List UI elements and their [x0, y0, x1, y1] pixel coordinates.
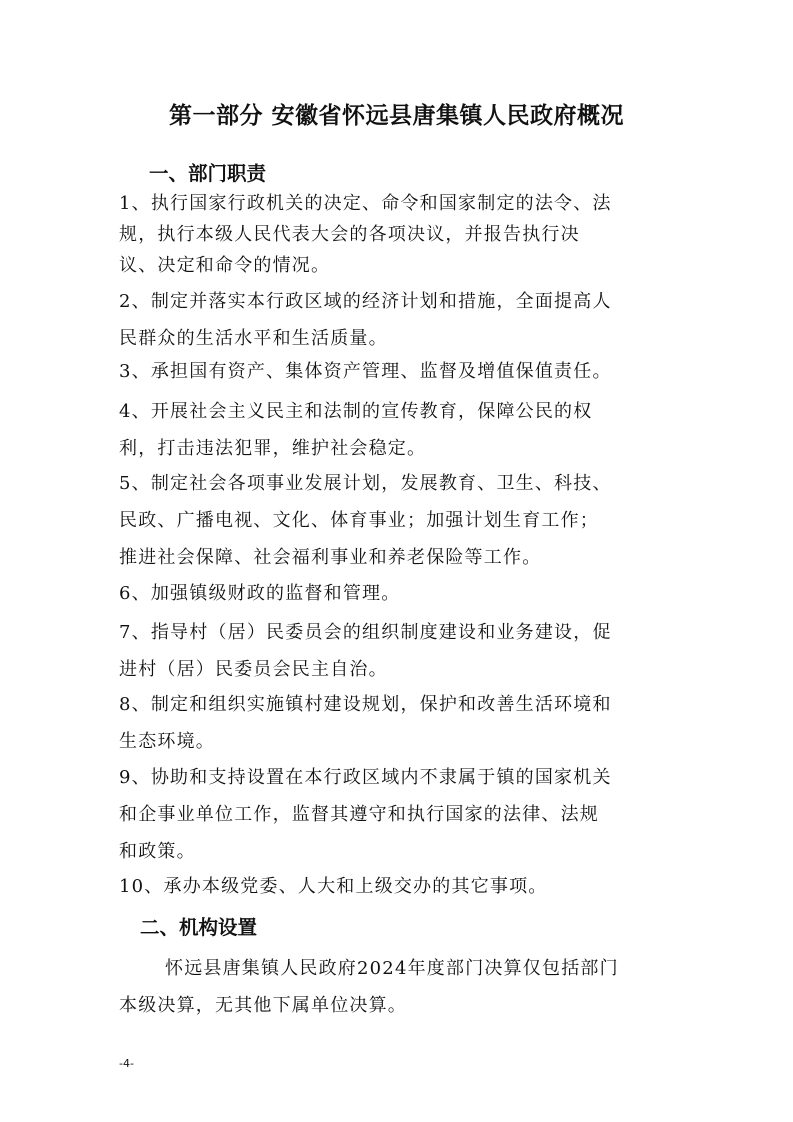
text-line: 和政策。 — [119, 841, 196, 862]
duty-item-10 — [119, 868, 679, 905]
text-line: 推进社会保障、社会福利事业和养老保险等工作。 — [119, 547, 542, 568]
text-line: 进村（居）民委员会民主自治。 — [119, 659, 388, 680]
text-line: 利，打击违法犯罪，维护社会稳定。 — [119, 438, 427, 459]
duty-item-1 — [119, 188, 679, 281]
duty-item-3 — [119, 353, 679, 390]
text-line: 生态环境。 — [119, 731, 215, 752]
page-title: 第一部分 安徽省怀远县唐集镇人民政府概况 — [168, 103, 624, 129]
text-line: 7、指导村（居）民委员会的组织制度建设和业务建设，促 — [119, 622, 612, 643]
text-line: 9、协助和支持设置在本行政区域内不隶属于镇的国家机关 — [119, 767, 612, 788]
text-line: 和企事业单位工作，监督其遵守和执行国家的法律、法规 — [119, 804, 599, 825]
duty-item-6 — [119, 575, 679, 612]
text-line: 5、制定社会各项事业发展计划，发展教育、卫生、科技、 — [119, 473, 612, 494]
text-line: 6、加强镇级财政的监督和管理。 — [119, 583, 401, 604]
section-heading-duties: 一、部门职责 — [149, 162, 267, 185]
duty-item-9 — [119, 759, 679, 870]
duty-item-8 — [119, 686, 679, 760]
text-line: 3、承担国有资产、集体资产管理、监督及增值保值责任。 — [119, 361, 612, 382]
text-line: 民群众的生活水平和生活质量。 — [119, 328, 388, 349]
text-line: 4、开展社会主义民主和法制的宣传教育，保障公民的权 — [119, 401, 593, 422]
organization-paragraph — [119, 950, 679, 1024]
page-number: -4- — [119, 1057, 134, 1070]
text-line: 怀远县唐集镇人民政府2024年度部门决算仅包括部门 — [165, 958, 619, 979]
text-line: 2、制定并落实本行政区域的经济计划和措施，全面提高人 — [119, 291, 612, 312]
text-line: 民政、广播电视、文化、体育事业；加强计划生育工作； — [119, 510, 599, 531]
text-line: 规，执行本级人民代表大会的各项决议，并报告执行决 — [119, 224, 580, 245]
text-line: 议、决定和命令的情况。 — [119, 255, 331, 276]
text-line: 10、承办本级党委、人大和上级交办的其它事项。 — [119, 876, 548, 897]
duty-item-5 — [119, 465, 679, 576]
text-line: 本级决算，无其他下属单位决算。 — [119, 995, 407, 1016]
text-line: 1、执行国家行政机关的决定、命令和国家制定的法令、法 — [119, 193, 612, 214]
duty-item-7 — [119, 614, 679, 688]
duty-item-4 — [119, 393, 679, 467]
text-line: 8、制定和组织实施镇村建设规划，保护和改善生活环境和 — [119, 694, 612, 715]
duty-item-2 — [119, 283, 679, 357]
section-heading-organization: 二、机构设置 — [140, 916, 258, 939]
